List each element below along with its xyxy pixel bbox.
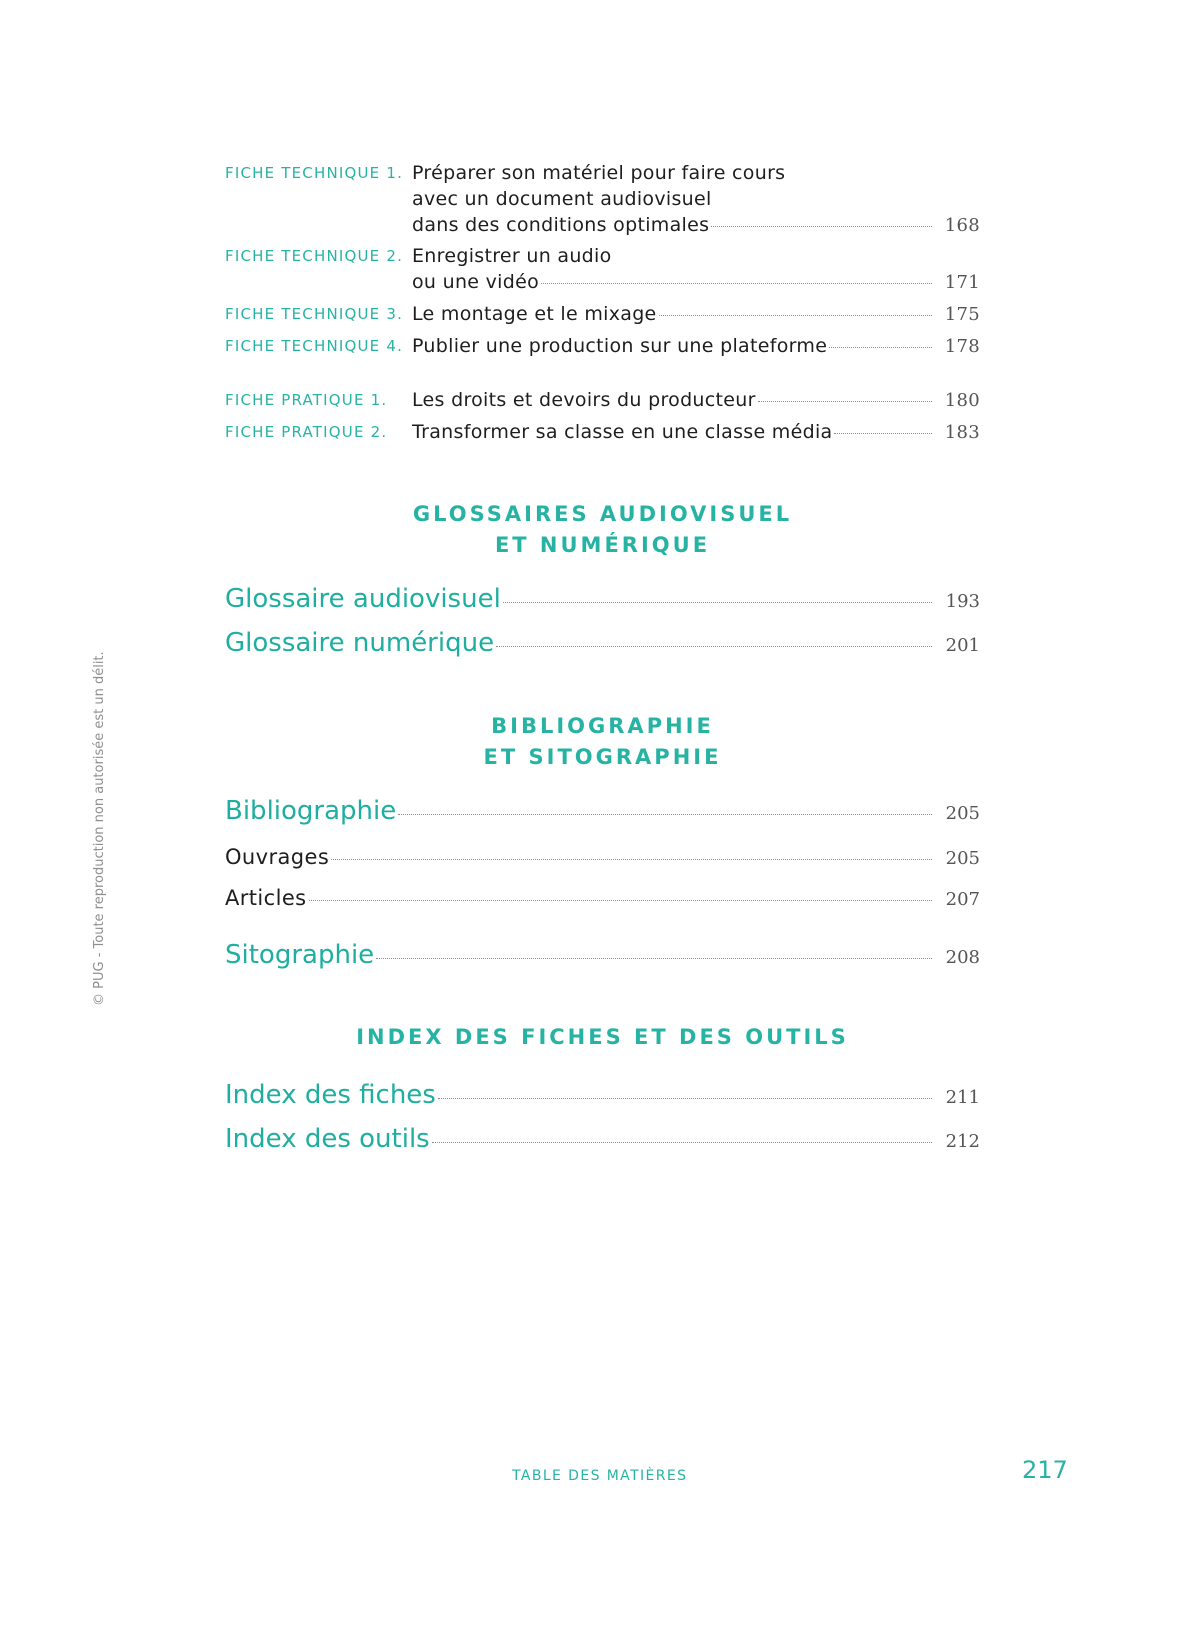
- running-footer-title: TABLE DES MATIÈRES: [512, 1468, 688, 1484]
- toc-entry-bibliographie[interactable]: [225, 796, 980, 826]
- fiche-label: FICHE TECHNIQUE 2.: [225, 247, 404, 265]
- dot-leader: [659, 315, 932, 316]
- dot-leader: [331, 859, 932, 860]
- page-number: 175: [944, 304, 980, 325]
- page-number: 171: [944, 272, 980, 293]
- page-number: 205: [945, 803, 980, 824]
- toc-entry-sitographie[interactable]: [225, 940, 980, 970]
- dot-leader: [758, 401, 932, 402]
- dot-leader: [503, 602, 932, 603]
- toc-entry-ouvrages[interactable]: [225, 845, 980, 869]
- fiche-title-line: avec un document audiovisuel: [412, 188, 712, 210]
- dot-leader: [438, 1098, 932, 1099]
- dot-leader: [541, 283, 932, 284]
- fiche-label: FICHE TECHNIQUE 1.: [225, 164, 404, 182]
- dot-leader: [309, 900, 932, 901]
- section-heading-glossaires: [225, 499, 980, 561]
- section-heading-line: GLOSSAIRES AUDIOVISUEL: [412, 502, 793, 526]
- entry-title: Index des outils: [225, 1124, 430, 1154]
- page-number: 168: [944, 215, 980, 236]
- fiche-title: [412, 301, 980, 328]
- section-heading-line: BIBLIOGRAPHIE: [491, 714, 714, 738]
- section-heading-bibliographie: [225, 711, 980, 773]
- fiche-label: FICHE TECHNIQUE 3.: [225, 305, 404, 323]
- copyright-notice: © PUG - Toute reproduction non autorisée est un délit.: [92, 651, 107, 1006]
- dot-leader: [834, 433, 932, 434]
- toc-entry-fiche-technique-2[interactable]: [225, 243, 980, 293]
- fiche-title-line: Publier une production sur une plateforme: [412, 335, 828, 357]
- dot-leader: [711, 226, 932, 227]
- toc-entry-index-des-fiches[interactable]: [225, 1080, 980, 1110]
- entry-title: Glossaire numérique: [225, 628, 495, 658]
- dot-leader: [432, 1142, 932, 1143]
- page-number: 178: [944, 336, 980, 357]
- page-number: 180: [944, 390, 980, 411]
- fiche-title: [412, 243, 980, 296]
- dot-leader: [376, 958, 932, 959]
- entry-title: Glossaire audiovisuel: [225, 584, 501, 614]
- entry-title: Index des fiches: [225, 1080, 436, 1110]
- entry-title: Articles: [225, 886, 307, 910]
- fiche-title: [412, 419, 980, 446]
- page-number: 208: [945, 947, 980, 968]
- fiche-title-line: Transformer sa classe en une classe média: [412, 421, 833, 443]
- fiche-title-line: ou une vidéo: [412, 271, 540, 293]
- section-heading-line: ET SITOGRAPHIE: [483, 745, 722, 769]
- folio-page-number: 217: [1022, 1456, 1068, 1484]
- page-number: 205: [945, 848, 980, 869]
- page-number: 207: [945, 889, 980, 910]
- page-number: 193: [945, 591, 980, 612]
- toc-entry-index-des-outils[interactable]: [225, 1124, 980, 1154]
- toc-entry-fiche-technique-4[interactable]: [225, 333, 980, 365]
- section-heading-line: ET NUMÉRIQUE: [494, 533, 711, 557]
- dot-leader: [829, 347, 932, 348]
- dot-leader: [398, 814, 932, 815]
- entry-title: Sitographie: [225, 940, 375, 970]
- toc-entry-fiche-technique-1[interactable]: [225, 160, 980, 236]
- page-number: 201: [945, 635, 980, 656]
- toc-entry-glossaire-numerique[interactable]: [225, 628, 980, 658]
- fiche-title: [412, 160, 980, 239]
- fiche-title-line: Préparer son matériel pour faire cours: [412, 162, 786, 184]
- page-number: 212: [945, 1131, 980, 1152]
- fiche-title-line: Les droits et devoirs du producteur: [412, 389, 756, 411]
- dot-leader: [496, 646, 932, 647]
- fiche-title-line: Le montage et le mixage: [412, 303, 657, 325]
- page-number: 211: [945, 1087, 980, 1108]
- toc-entry-articles[interactable]: [225, 886, 980, 910]
- fiche-label: FICHE PRATIQUE 1.: [225, 391, 388, 409]
- fiche-title-line: dans des conditions optimales: [412, 214, 710, 236]
- fiche-label: FICHE TECHNIQUE 4.: [225, 337, 404, 355]
- entry-title: Bibliographie: [225, 796, 397, 826]
- fiche-label: FICHE PRATIQUE 2.: [225, 423, 388, 441]
- entry-title: Ouvrages: [225, 845, 330, 869]
- toc-entry-fiche-pratique-1[interactable]: [225, 387, 980, 419]
- section-heading-index: INDEX DES FICHES ET DES OUTILS: [356, 1025, 849, 1049]
- toc-entry-fiche-pratique-2[interactable]: [225, 419, 980, 451]
- page-number: 183: [944, 422, 980, 443]
- toc-entry-fiche-technique-3[interactable]: [225, 301, 980, 333]
- fiche-title-line: Enregistrer un audio: [412, 245, 612, 267]
- toc-entry-glossaire-audiovisuel[interactable]: [225, 584, 980, 614]
- fiche-title: [412, 387, 980, 414]
- fiche-title: [412, 333, 980, 360]
